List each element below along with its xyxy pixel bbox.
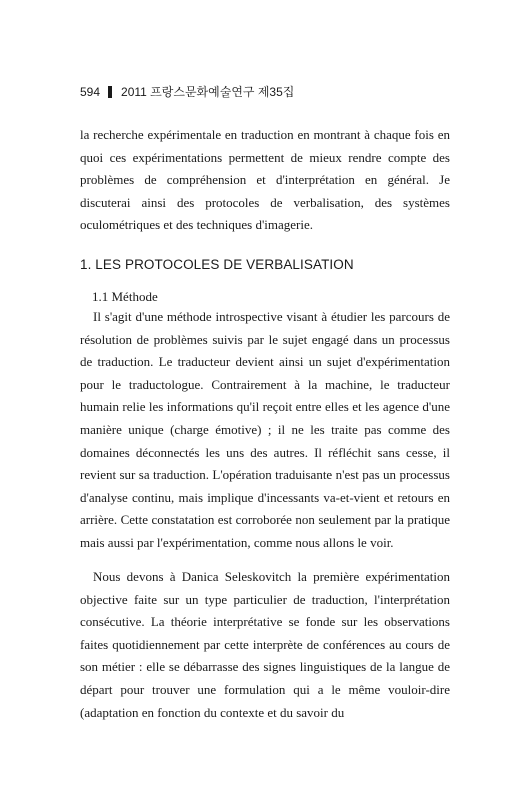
section-heading: 1. LES PROTOCOLES DE VERBALISATION [80, 257, 354, 272]
intro-paragraph: la recherche expérimentale en traduction en montrant à chaque fois en quoi ces expérimentations permettent de mieux rendre compte des problèmes de compréhension et d'interprétation en général. Je discuterai ainsi des protocoles de verbalisation, des systèmes oculométriques et des techniques d'imagerie. [80, 127, 450, 233]
running-header [80, 85, 294, 99]
body-paragraph: Nous devons à Danica Seleskovitch la première expérimentation objective faite sur un type particulier de traduction, l'interprétation consécutive. La théorie interprétative se fonde sur les observations faites quotidiennement par cette interprète de conférences au cours de son métier : elle se débarrasse des signes linguistiques de la langue de départ pour trouver une formulation qui a le même vouloir-dire (adaptation en fonction du contexte et du savoir du [80, 569, 450, 720]
document-page [80, 0, 450, 800]
page-number: 594 [80, 85, 101, 99]
publication-title: 2011 프랑스문화예술연구 제35집 [121, 85, 295, 99]
body-paragraph: Il s'agit d'une méthode introspective visant à étudier les parcours de résolution de problèmes suivis par le sujet engagé dans un processus de traduction. Le traducteur devient ainsi un sujet d'expérimentation pour le traductologue. Contrairement à la machine, le traducteur humain relie les informations qu'il reçoit entre elles et les agence d'une manière unique (charge émotive) ; il ne les traite pas comme des domaines déconnectés les uns des autres. Il réfléchit sans cesse, il revient sur sa traduction. L'opération traduisante n'est pas un processus d'analyse continu, mais implique d'incessants va-et-vient et retours en arrière. Cette constatation est corroborée non seulement par la pratique mais aussi par l'expérimentation, comme nous allons le voir. [80, 309, 450, 550]
subsection-heading: 1.1 Méthode [92, 289, 158, 304]
header-separator-bar [108, 86, 112, 98]
